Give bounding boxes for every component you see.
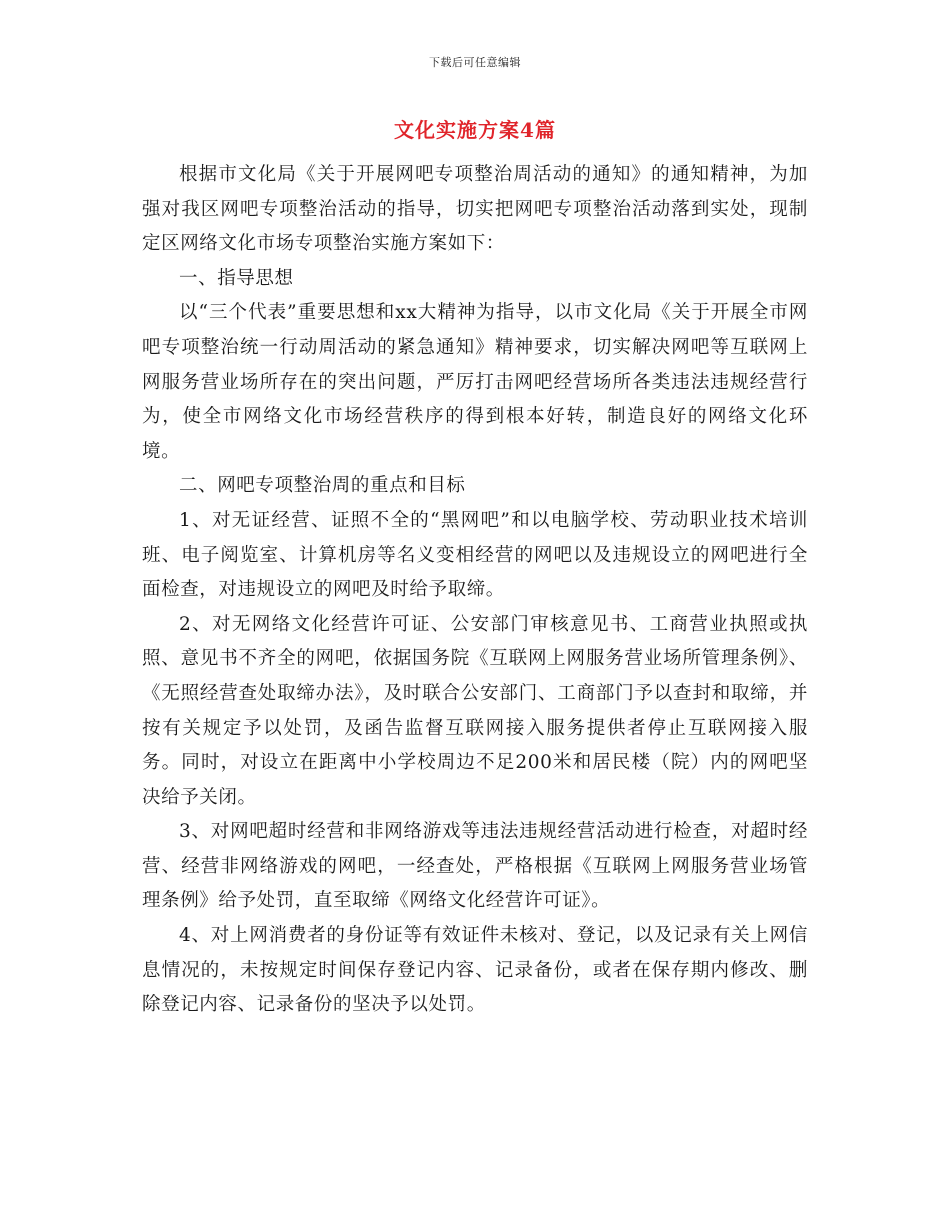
section-heading-1: 一、指导思想 (179, 267, 294, 289)
paragraph-item-4: 4、对上网消费者的身份证等有效证件未核对、登记，以及记录有关上网信息情况的，未按规定时间保存登记内容、记录备份，或者在保存期内修改、删除登记内容、记录备份的坚决予以处罚。 (142, 925, 808, 1016)
section-heading-2: 二、网吧专项整治周的重点和目标 (179, 475, 466, 497)
header-note: 下载后可任意编辑 (429, 56, 521, 69)
paragraph-item-2: 2、对无网络文化经营许可证、公安部门审核意见书、工商营业执照或执照、意见书不齐全的网吧，依据国务院《互联网上网服务营业场所管理条例》、《无照经营查处取缔办法》，及时联合公安部门、工商部门予以查封和取缔，并按有关规定予以处罚，及函告监督互联网接入服务提供者停止互联网接入服务。同时，对设立在距离中小学校周边不足200米和居民楼（院）内的网吧坚决给予关闭。 (142, 613, 808, 808)
document-body (142, 158, 808, 1023)
document-title: 文化实施方案4篇 (394, 118, 556, 142)
paragraph-intro: 根据市文化局《关于开展网吧专项整治周活动的通知》的通知精神，为加强对我区网吧专项整治活动的指导，切实把网吧专项整治活动落到实处，现制定区网络文化市场专项整治实施方案如下： (142, 164, 808, 255)
paragraph-guiding-thought: 以“三个代表”重要思想和xx大精神为指导，以市文化局《关于开展全市网吧专项整治统一行动周活动的紧急通知》精神要求，切实解决网吧等互联网上网服务营业场所存在的突出问题，严厉打击网吧经营场所各类违法违规经营行为，使全市网络文化市场经营秩序的得到根本好转，制造良好的网络文化环境。 (142, 302, 808, 462)
paragraph-item-3: 3、对网吧超时经营和非网络游戏等违法违规经营活动进行检查，对超时经营、经营非网络游戏的网吧，一经查处，严格根据《互联网上网服务营业场管理条例》给予处罚，直至取缔《网络文化经营许可证》。 (142, 821, 808, 912)
paragraph-item-1: 1、对无证经营、证照不全的“黑网吧”和以电脑学校、劳动职业技术培训班、电子阅览室、计算机房等名义变相经营的网吧以及违规设立的网吧进行全面检查，对违规设立的网吧及时给予取缔。 (142, 509, 808, 601)
